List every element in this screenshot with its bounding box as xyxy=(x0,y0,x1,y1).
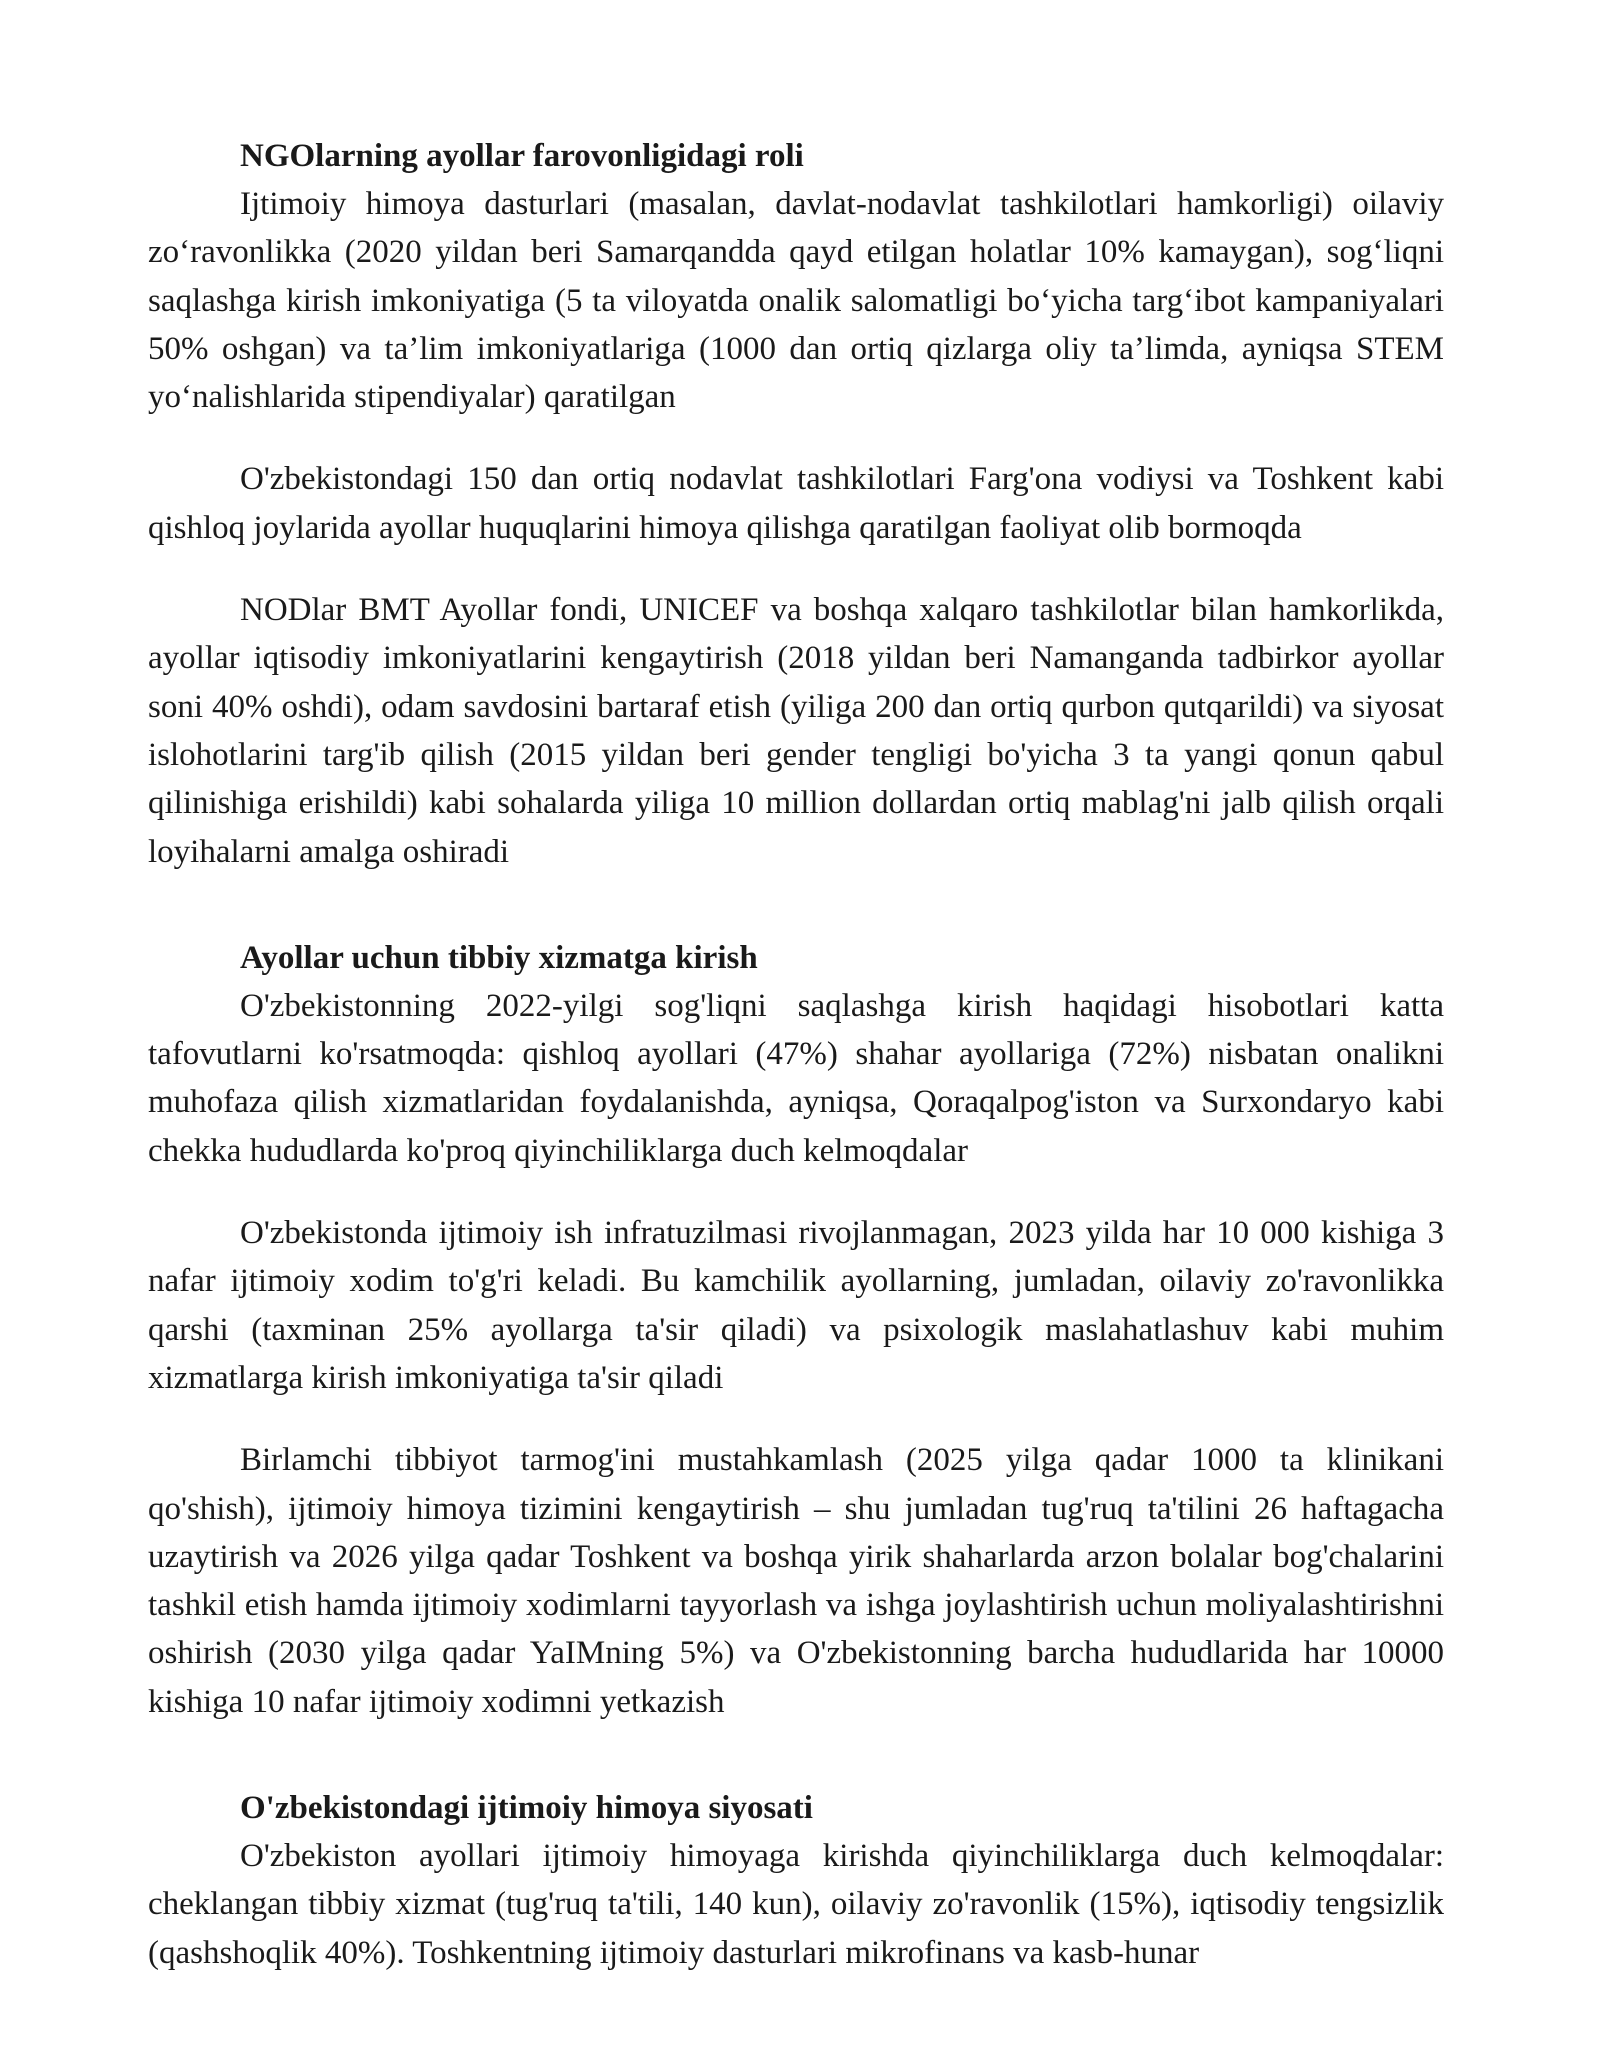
paragraph-social-work-infrastructure: O'zbekistonda ijtimoiy ish infratuzilmasi rivojlanmagan, 2023 yilda har 10 000 kishiga 3 nafar ijtimoiy xodim to'g'ri keladi. Bu kamchilik ayollarning, jumladan, oilaviy zo'ravonlikka qarshi (taxminan 25% ayollarga ta'sir qiladi) va psixologik maslahatlashuv kabi muhim xizmatlarga kirish imkoniyatiga ta'sir qiladi xyxy=(148,1215,1444,1396)
paragraph-social-programs: Ijtimoiy himoya dasturlari (masalan, davlat-nodavlat tashkilotlari hamkorligi) oilaviy zo‘ravonlikka (2020 yildan beri Samarqandda qayd etilgan holatlar 10% kamaygan), sog‘liqni saqlashga kirish imkoniyatiga (5 ta viloyatda onalik salomatligi bo‘yicha targ‘ibot kampaniyalari 50% oshgan) va ta’lim imkoniyatlariga (1000 dan ortiq qizlarga oliy ta’limda, ayniqsa STEM yo‘nalishlarida stipendiyalar) qaratilgan xyxy=(148,186,1444,416)
paragraph-women-challenges: O'zbekiston ayollari ijtimoiy himoyaga kirishda qiyinchiliklarga duch kelmoqdalar: cheklangan tibbiy xizmat (tug'ruq ta'tili, 140 kun), oilaviy zo'ravonlik (15%), iqtisodiy tengsizlik (qashshoqlik 40%). Toshkentning ijtimoiy dasturlari mikrofinans va kasb-hunar xyxy=(148,1838,1444,1971)
document-page xyxy=(148,132,1444,1977)
paragraph-ngo-partnerships: NODlar BMT Ayollar fondi, UNICEF va boshqa xalqaro tashkilotlar bilan hamkorlikda, ayollar iqtisodiy imkoniyatlarini kengaytirish (2018 yildan beri Namanganda tadbirkor ayollar soni 40% oshdi), odam savdosini bartaraf etish (yiliga 200 dan ortiq qurbon qutqarildi) va siyosat islohotlarini targ'ib qilish (2015 yildan beri gender tengligi bo'yicha 3 ta yangi qonun qabul qilinishiga erishildi) kabi sohalarda yiliga 10 million dollardan ortiq mablag'ni jalb qilish orqali loyihalarni amalga oshiradi xyxy=(148,592,1444,870)
paragraph-primary-care-strengthening: Birlamchi tibbiyot tarmog'ini mustahkamlash (2025 yilga qadar 1000 ta klinikani qo'shish), ijtimoiy himoya tizimini kengaytirish – shu jumladan tug'ruq ta'tilini 26 haftagacha uzaytirish va 2026 yilga qadar Toshkent va boshqa yirik shaharlarda arzon bolalar bog'chalarini tashkil etish hamda ijtimoiy xodimlarni tayyorlash va ishga joylashtirish uchun moliyalashtirishni oshirish (2030 yilga qadar YaIMning 5%) va O'zbekistonning barcha hududlarida har 10000 kishiga 10 nafar ijtimoiy xodimni yetkazish xyxy=(148,1442,1444,1720)
section-heading-ngo-role: NGOlarning ayollar farovonligidagi roli xyxy=(240,138,804,174)
section-heading-social-protection-policy: O'zbekistondagi ijtimoiy himoya siyosati xyxy=(240,1790,813,1827)
paragraph-health-reports: O'zbekistonning 2022-yilgi sog'liqni saqlashga kirish haqidagi hisobotlari katta tafovutlarni ko'rsatmoqda: qishloq ayollari (47%) shahar ayollariga (72%) nisbatan onalikni muhofaza qilish xizmatlaridan foydalanishda, ayniqsa, Qoraqalpog'iston va Surxondaryo kabi chekka hududlarda ko'proq qiyinchiliklarga duch kelmoqdalar xyxy=(148,987,1444,1169)
section-heading-medical-access: Ayollar uchun tibbiy xizmatga kirish xyxy=(240,939,758,976)
paragraph-ngo-count: O'zbekistondagi 150 dan ortiq nodavlat tashkilotlari Farg'ona vodiysi va Toshkent kabi qishloq joylarida ayollar huquqlarini himoya qilishga qaratilgan faoliyat olib bormoqda xyxy=(148,461,1444,546)
